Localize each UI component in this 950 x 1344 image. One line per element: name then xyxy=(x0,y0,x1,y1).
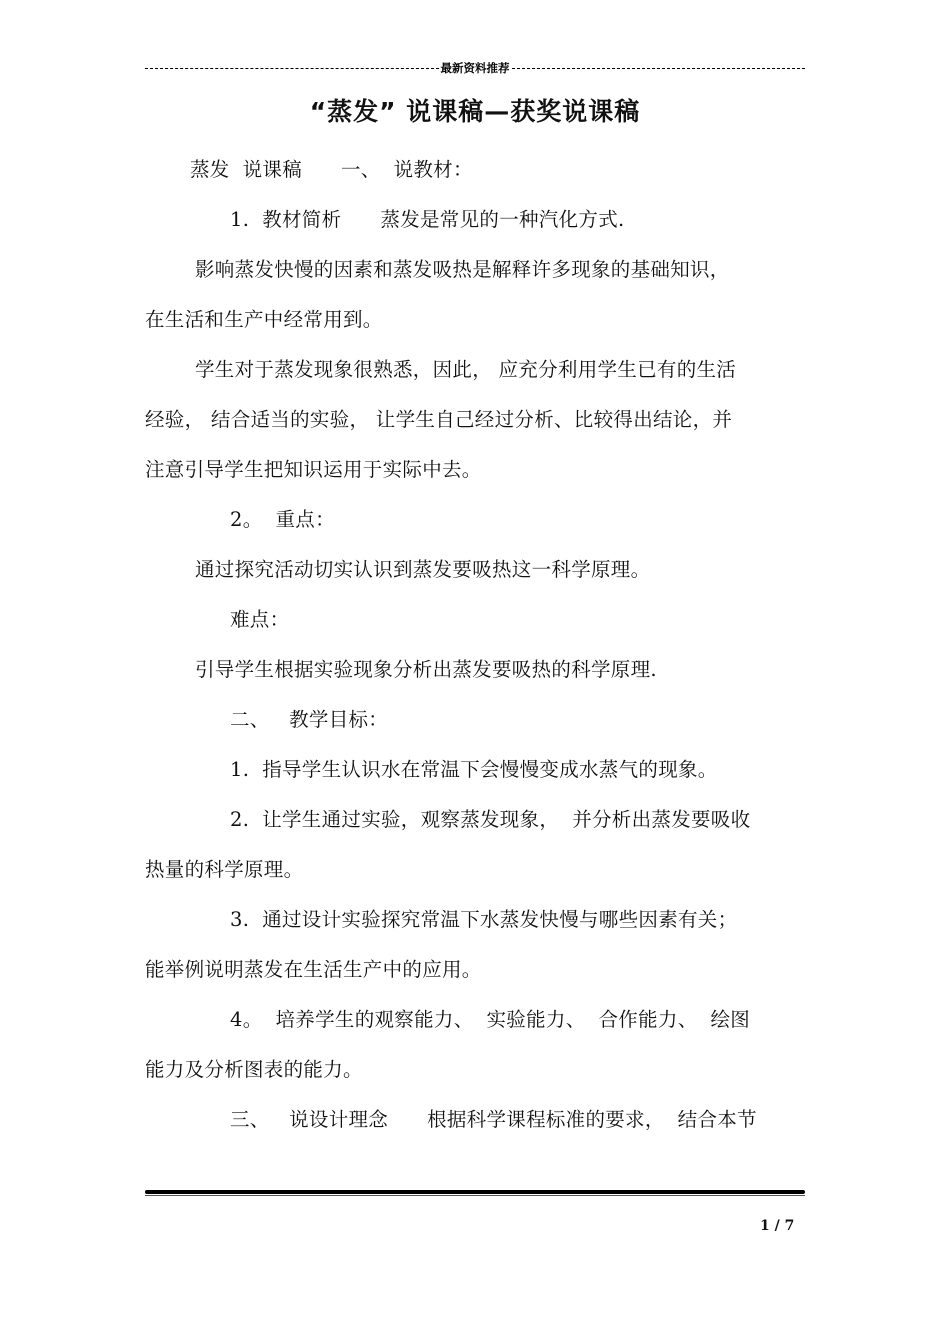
footer-rule-thin xyxy=(145,1195,805,1196)
body-line: 二、 教学目标： xyxy=(230,708,389,731)
body-line: 三、 说设计理念 根据科学课程标准的要求， 结合本节 xyxy=(230,1108,757,1131)
body-line: 1. 教材简析 蒸发是常见的一种汽化方式. xyxy=(230,208,625,231)
body-line: 4。 培养学生的观察能力、 实验能力、 合作能力、 绘图 xyxy=(230,1008,751,1031)
body-line: 引导学生根据实验现象分析出蒸发要吸热的科学原理. xyxy=(195,658,657,681)
body-line: 经验， 结合适当的实验， 让学生自己经过分析、比较得出结论，并 xyxy=(145,408,733,431)
footer-rule xyxy=(145,1190,805,1194)
body-line: 注意引导学生把知识运用于实际中去。 xyxy=(145,458,482,481)
body-line: 3. 通过设计实验探究常温下水蒸发快慢与哪些因素有关； xyxy=(230,908,738,931)
header-dash-right xyxy=(512,68,806,69)
body-line: 通过探究活动切实认识到蒸发要吸热这一科学原理。 xyxy=(195,558,651,581)
body-line: 难点： xyxy=(230,608,290,631)
body-line: 能举例说明蒸发在生活生产中的应用。 xyxy=(145,958,482,981)
body-line: 蒸发 说课稿 一、 说教材： xyxy=(190,158,473,181)
header-dash-left xyxy=(145,68,439,69)
body-line: 1. 指导学生认识水在常温下会慢慢变成水蒸气的现象。 xyxy=(230,758,718,781)
page-header xyxy=(145,58,805,78)
page-number: 1 / 7 xyxy=(760,1218,795,1234)
body-line: 2。 重点： xyxy=(230,508,335,531)
header-label: 最新资料推荐 xyxy=(440,61,510,75)
body-line: 影响蒸发快慢的因素和蒸发吸热是解释许多现象的基础知识， xyxy=(195,258,730,281)
body-line: 能力及分析图表的能力。 xyxy=(145,1058,363,1081)
body-line: 学生对于蒸发现象很熟悉，因此， 应充分利用学生已有的生活 xyxy=(195,358,737,381)
document-title: “蒸发” 说课稿—获奖说课稿 xyxy=(309,97,641,126)
body-line: 热量的科学原理。 xyxy=(145,858,304,881)
body-line: 在生活和生产中经常用到。 xyxy=(145,308,383,331)
body-line: 2. 让学生通过实验，观察蒸发现象， 并分析出蒸发要吸收 xyxy=(230,808,751,831)
